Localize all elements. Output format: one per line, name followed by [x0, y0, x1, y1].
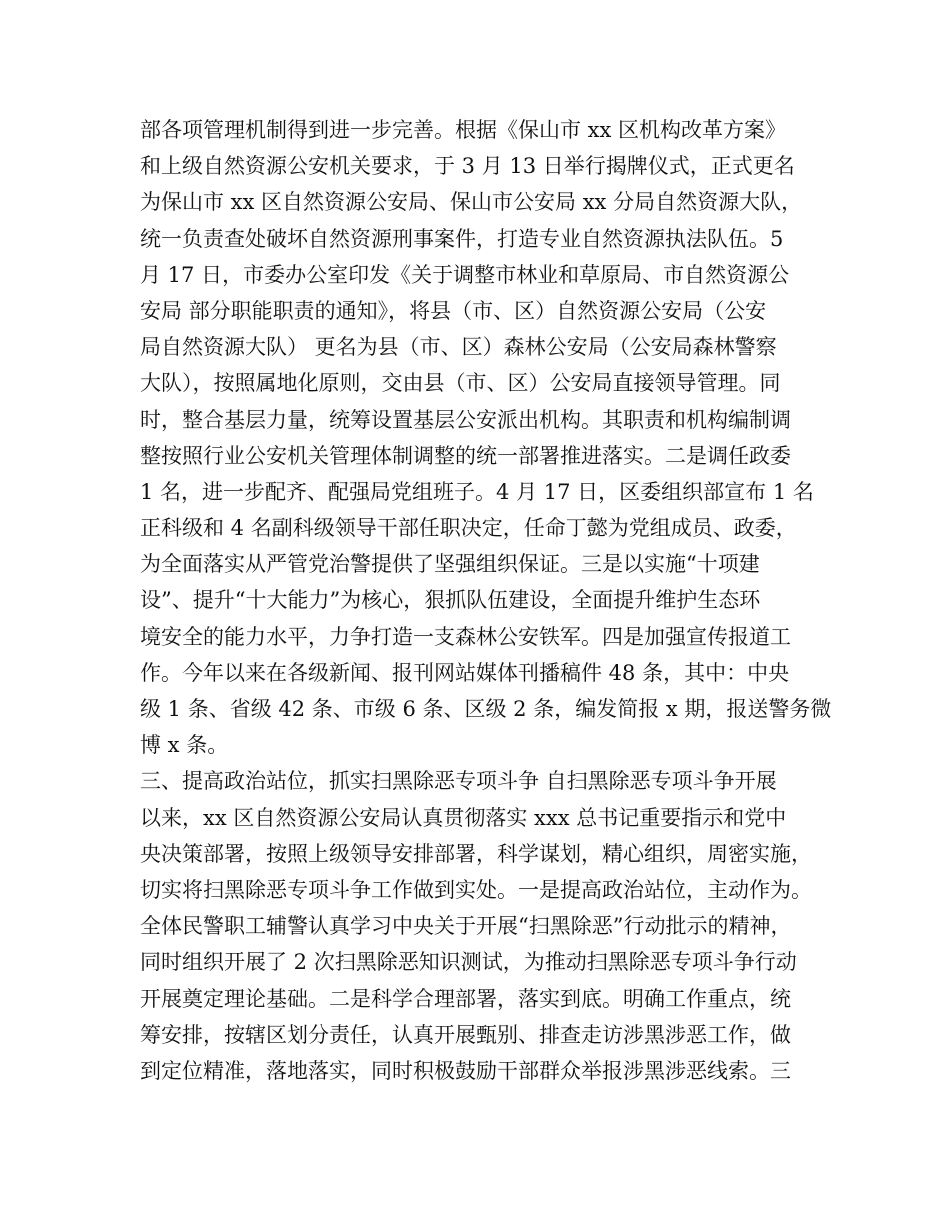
text-line: 时，整合基层力量，统筹设置基层公安派出机构。其职责和机构编制调 — [140, 407, 791, 432]
body-text — [140, 112, 830, 1089]
text-line: 1 名，进一步配齐、配强局党组班子。4 月 17 日，区委组织部宣布 1 名 — [140, 479, 814, 504]
text-line: 大队），按照属地化原则，交由县（市、区）公安局直接领导管理。同 — [140, 371, 781, 396]
text-line: 以来，xx 区自然资源公安局认真贯彻落实 xxx 总书记重要指示和党中 — [140, 805, 787, 830]
text-line: 开展奠定理论基础。二是科学合理部署，落实到底。明确工作重点，统 — [140, 986, 791, 1011]
text-line: 央决策部署，按照上级领导安排部署，科学谋划，精心组织，周密实施， — [140, 841, 812, 866]
text-line: 为全面落实从严管党治警提供了坚强组织保证。三是以实施“十项建 — [140, 552, 760, 577]
text-line: 为保山市 xx 区自然资源公安局、保山市公安局 xx 分局自然资源大队， — [140, 190, 803, 215]
text-line: 设”、提升“十大能力”为核心，狠抓队伍建设，全面提升维护生态环 — [140, 588, 761, 613]
text-line: 筹安排，按辖区划分责任，认真开展甄别、排查走访涉黑涉恶工作，做 — [140, 1022, 791, 1047]
text-line: 博 x 条。 — [140, 733, 229, 758]
text-line: 正科级和 4 名副科级领导干部任职决定，任命丁懿为党组成员、政委， — [140, 516, 797, 541]
text-line: 整按照行业公安机关管理体制调整的统一部署推进落实。二是调任政委 — [140, 443, 791, 468]
text-line: 统一负责查处破坏自然资源刑事案件，打造专业自然资源执法队伍。5 — [140, 226, 784, 251]
text-line: 作。今年以来在各级新闻、报刊网站媒体刊播稿件 48 条，其中：中央 — [140, 660, 790, 685]
text-line: 同时组织开展了 2 次扫黑除恶知识测试，为推动扫黑除恶专项斗争行动 — [140, 950, 797, 975]
text-line: 和上级自然资源公安机关要求，于 3 月 13 日举行揭牌仪式，正式更名 — [140, 154, 795, 179]
text-line: 级 1 条、省级 42 条、市级 6 条、区级 2 条，编发简报 x 期，报送警务微 — [140, 697, 832, 721]
text-line: 切实将扫黑除恶专项斗争工作做到实处。一是提高政治站位，主动作为。 — [140, 877, 812, 902]
text-line: 境安全的能力水平，力争打造一支森林公安铁军。四是加强宣传报道工 — [140, 624, 791, 649]
text-line: 安局 部分职能职责的通知》，将县（市、区）自然资源公安局（公安 — [140, 298, 767, 323]
text-line: 部各项管理机制得到进一步完善。根据《保山市 xx 区机构改革方案》 — [140, 118, 787, 142]
section-heading-line: 三、提高政治站位，抓实扫黑除恶专项斗争 自扫黑除恶专项斗争开展 — [140, 769, 777, 794]
text-line: 月 17 日，市委办公室印发《关于调整市林业和草原局、市自然资源公 — [140, 262, 790, 287]
text-line: 全体民警职工辅警认真学习中央关于开展“扫黑除恶”行动批示的精神， — [140, 914, 792, 939]
text-line: 局自然资源大队） 更名为县（市、区）森林公安局（公安局森林警察 — [140, 335, 777, 360]
text-line: 到定位精准，落地落实，同时积极鼓励干部群众举报涉黑涉恶线索。三 — [140, 1058, 791, 1083]
